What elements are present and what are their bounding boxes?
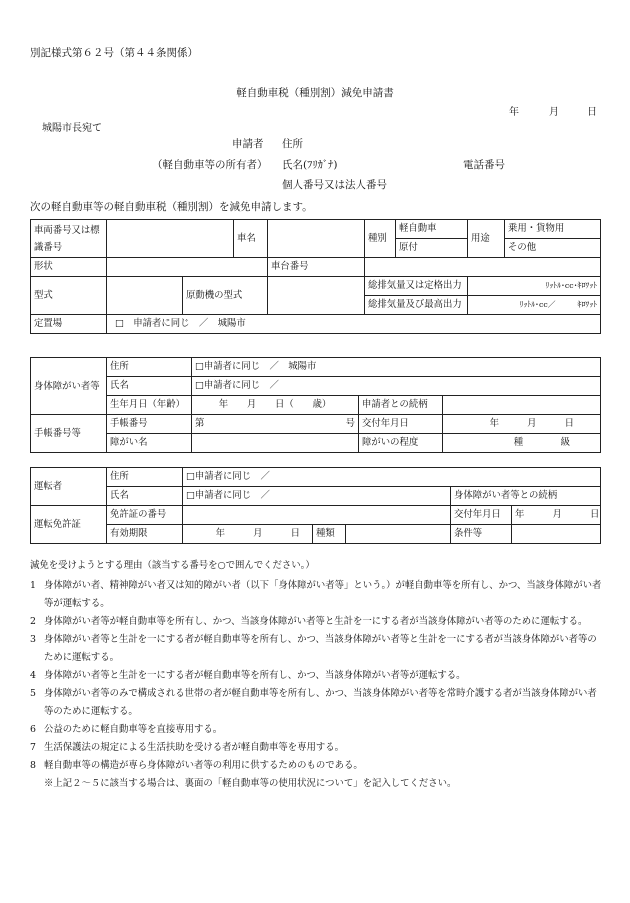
use-option-passenger-cargo[interactable]: 乗用・貨物用: [505, 220, 601, 239]
reason-text: 身体障がい者等のみで構成される世帯の者が軽自動車等を所有し、かつ、当該身体障がい者等を常時介護する者が当該身体障がい者等のために運転する。: [44, 688, 597, 718]
disabled-birth-label: 生年月日（年齢）: [107, 396, 192, 415]
date-day-label: 日: [587, 107, 597, 118]
applicant-id-number-label[interactable]: 個人番号又は法人番号: [282, 179, 387, 191]
disabled-section-label: 身体障がい者等: [31, 358, 107, 415]
handbook-section-label: 手帳番号等: [31, 415, 107, 453]
motor-model-label: 原動機の型式: [183, 277, 268, 315]
displacement-max-units: ﾘｯﾄﾙ･cc／: [519, 300, 556, 310]
intro-sentence: 次の軽自動車等の軽自動車税（種別割）を減免申請します。: [30, 201, 313, 213]
date-year-label: 年: [509, 107, 519, 118]
license-number-label: 免許証の番号: [107, 506, 183, 525]
table-row: [31, 377, 601, 396]
addressee: 城陽市長宛て: [42, 123, 102, 134]
reason-item[interactable]: [30, 757, 605, 775]
license-section-label: 運転免許証: [31, 506, 107, 544]
license-kind-field[interactable]: [346, 525, 451, 544]
table-row: [31, 277, 601, 296]
handbook-number-field[interactable]: [192, 415, 359, 434]
reason-number: 8: [30, 760, 36, 772]
disability-name-label: 障がい名: [107, 434, 192, 453]
application-date[interactable]: [509, 107, 597, 119]
table-row: [31, 315, 601, 334]
reason-text: 身体障がい者等と生計を一にする者が軽自動車等を所有し、かつ、当該身体障がい者等と生計を一にする者が当該身体障がい者等のために運転する。: [44, 634, 597, 664]
vehicle-name-label: 車名: [234, 220, 268, 258]
disabled-name-field[interactable]: □申請者に同じ ／: [192, 377, 601, 396]
disability-degree-label: 障がいの程度: [359, 434, 443, 453]
license-validity-label: 有効期限: [107, 525, 183, 544]
reason-text: 身体障がい者、精神障がい者又は知的障がい者（以下「身体障がい者等」という。）が軽自動車等を所有し、かつ、当該身体障がい者等が運転する。: [44, 580, 602, 610]
table-row: [31, 220, 601, 239]
applicant-name-label[interactable]: 氏名(ﾌﾘｶﾞﾅ): [282, 159, 338, 171]
driver-name-label: 氏名: [107, 487, 183, 506]
date-month-label: 月: [549, 107, 559, 118]
use-option-other[interactable]: その他: [505, 239, 601, 258]
plate-number-field[interactable]: [107, 220, 234, 258]
vehicle-use-label: 用途: [468, 220, 505, 258]
disability-name-field[interactable]: [192, 434, 359, 453]
table-row: [31, 415, 601, 434]
displacement-field[interactable]: [468, 277, 601, 296]
shape-field[interactable]: [107, 258, 268, 277]
reason-item[interactable]: [30, 721, 605, 739]
license-number-field[interactable]: [183, 506, 451, 525]
applicant-label: 申請者: [232, 138, 264, 150]
reason-text: 公益のために軽自動車等を直接専用する。: [44, 724, 223, 736]
driver-table: [30, 467, 601, 544]
reasons-heading: 減免を受けようとする理由（該当する番号を○で囲んでください。）: [30, 560, 315, 571]
reason-number: 1: [30, 580, 36, 592]
chassis-number-field[interactable]: [365, 258, 601, 277]
reason-text: 生活保護法の規定による生活扶助を受ける者が軽自動車等を専用する。: [44, 742, 345, 754]
motor-model-field[interactable]: [268, 277, 365, 315]
model-label: 型式: [31, 277, 107, 315]
reason-text: 身体障がい者等と生計を一にする者が軽自動車等を所有し、かつ、当該身体障がい者等が運転する。: [44, 670, 466, 682]
reason-item[interactable]: [30, 613, 605, 631]
reason-item[interactable]: [30, 631, 605, 667]
vehicle-name-field[interactable]: [268, 220, 365, 258]
vehicle-type-label: 種別: [365, 220, 396, 258]
type-option-kei[interactable]: 軽自動車: [396, 220, 468, 239]
reason-number: 4: [30, 670, 36, 682]
license-validity-field[interactable]: 年 月 日: [183, 525, 313, 544]
driver-address-label: 住所: [107, 468, 183, 487]
reason-number: 6: [30, 724, 36, 736]
storage-location-label: 定置場: [31, 315, 107, 334]
document-title: 軽自動車税（種別割）減免申請書: [236, 87, 394, 99]
handbook-prefix: 第: [195, 418, 205, 430]
vehicle-table: [30, 219, 601, 334]
reason-item[interactable]: [30, 577, 605, 613]
table-row: [31, 358, 601, 377]
chassis-number-label: 車台番号: [268, 258, 365, 277]
handbook-suffix: 号: [345, 418, 355, 430]
disabled-person-table: [30, 357, 601, 453]
table-row: [31, 468, 601, 487]
model-field[interactable]: [107, 277, 183, 315]
driver-name-field[interactable]: □申請者に同じ ／: [183, 487, 451, 506]
displacement-max-kw-unit: ｷﾛﾜｯﾄ: [577, 300, 597, 310]
applicant-address-label[interactable]: 住所: [282, 138, 303, 150]
applicant-owner-note: （軽自動車等の所有者）: [152, 159, 268, 171]
handbook-issue-date-label: 交付年月日: [359, 415, 443, 434]
shape-label: 形状: [31, 258, 107, 277]
reason-number: 2: [30, 616, 36, 628]
reason-item[interactable]: [30, 667, 605, 685]
driver-section-label: 運転者: [31, 468, 107, 506]
displacement-units: ﾘｯﾄﾙ･cc･ｷﾛﾜｯﾄ: [545, 281, 597, 291]
disabled-relation-label: 申請者との続柄: [359, 396, 443, 415]
reason-number: 3: [30, 634, 36, 646]
displacement-max-label: 総排気量及び最高出力: [365, 296, 468, 315]
disabled-address-label: 住所: [107, 358, 192, 377]
reason-number: 7: [30, 742, 36, 754]
driver-relation-label: 身体障がい者等との続柄: [451, 487, 601, 506]
license-kind-label: 種類: [313, 525, 346, 544]
license-conditions-label: 条件等: [451, 525, 512, 544]
license-issue-date-field[interactable]: 年 月 日: [512, 506, 601, 525]
type-option-moped[interactable]: 原付: [396, 239, 468, 258]
table-row: [31, 396, 601, 415]
disabled-relation-field[interactable]: [443, 396, 601, 415]
handbook-number-label: 手帳番号: [107, 415, 192, 434]
disabled-address-field[interactable]: □申請者に同じ ／ 城陽市: [192, 358, 601, 377]
license-issue-date-label: 交付年月日: [451, 506, 512, 525]
reason-text: 身体障がい者等が軽自動車等を所有し、かつ、当該身体障がい者等と生計を一にする者が当該身体障がい者等のために運転する。: [44, 616, 588, 628]
storage-location-field[interactable]: □ 申請者に同じ ／ 城陽市: [107, 315, 601, 334]
table-row: [31, 525, 601, 544]
table-row: [31, 434, 601, 453]
reason-text: 軽自動車等の構造が専ら身体障がい者等の利用に供するためのものである。: [44, 760, 363, 772]
license-conditions-field[interactable]: [512, 525, 601, 544]
displacement-label: 総排気量又は定格出力: [365, 277, 468, 296]
displacement-max-field[interactable]: [468, 296, 601, 315]
disabled-birth-field[interactable]: 年 月 日（ 歳）: [192, 396, 359, 415]
form-reference: 別記様式第６２号（第４４条関係）: [30, 47, 198, 59]
reason-item[interactable]: [30, 685, 605, 721]
handbook-issue-date-field[interactable]: 年 月 日: [443, 415, 601, 434]
table-row: [31, 487, 601, 506]
reasons-section: [30, 560, 605, 793]
applicant-phone-label[interactable]: 電話番号: [463, 159, 505, 171]
disabled-name-label: 氏名: [107, 377, 192, 396]
table-row: [31, 258, 601, 277]
driver-address-field[interactable]: □申請者に同じ ／: [183, 468, 601, 487]
disability-degree-field[interactable]: 種 級: [443, 434, 601, 453]
reasons-note: ※上記２～５に該当する場合は、裏面の「軽自動車等の使用状況について」を記入してください。: [44, 778, 457, 790]
reason-item[interactable]: [30, 739, 605, 757]
table-row: [31, 506, 601, 525]
reason-number: 5: [30, 688, 36, 700]
plate-number-label: 車両番号又は標識番号: [31, 220, 107, 258]
